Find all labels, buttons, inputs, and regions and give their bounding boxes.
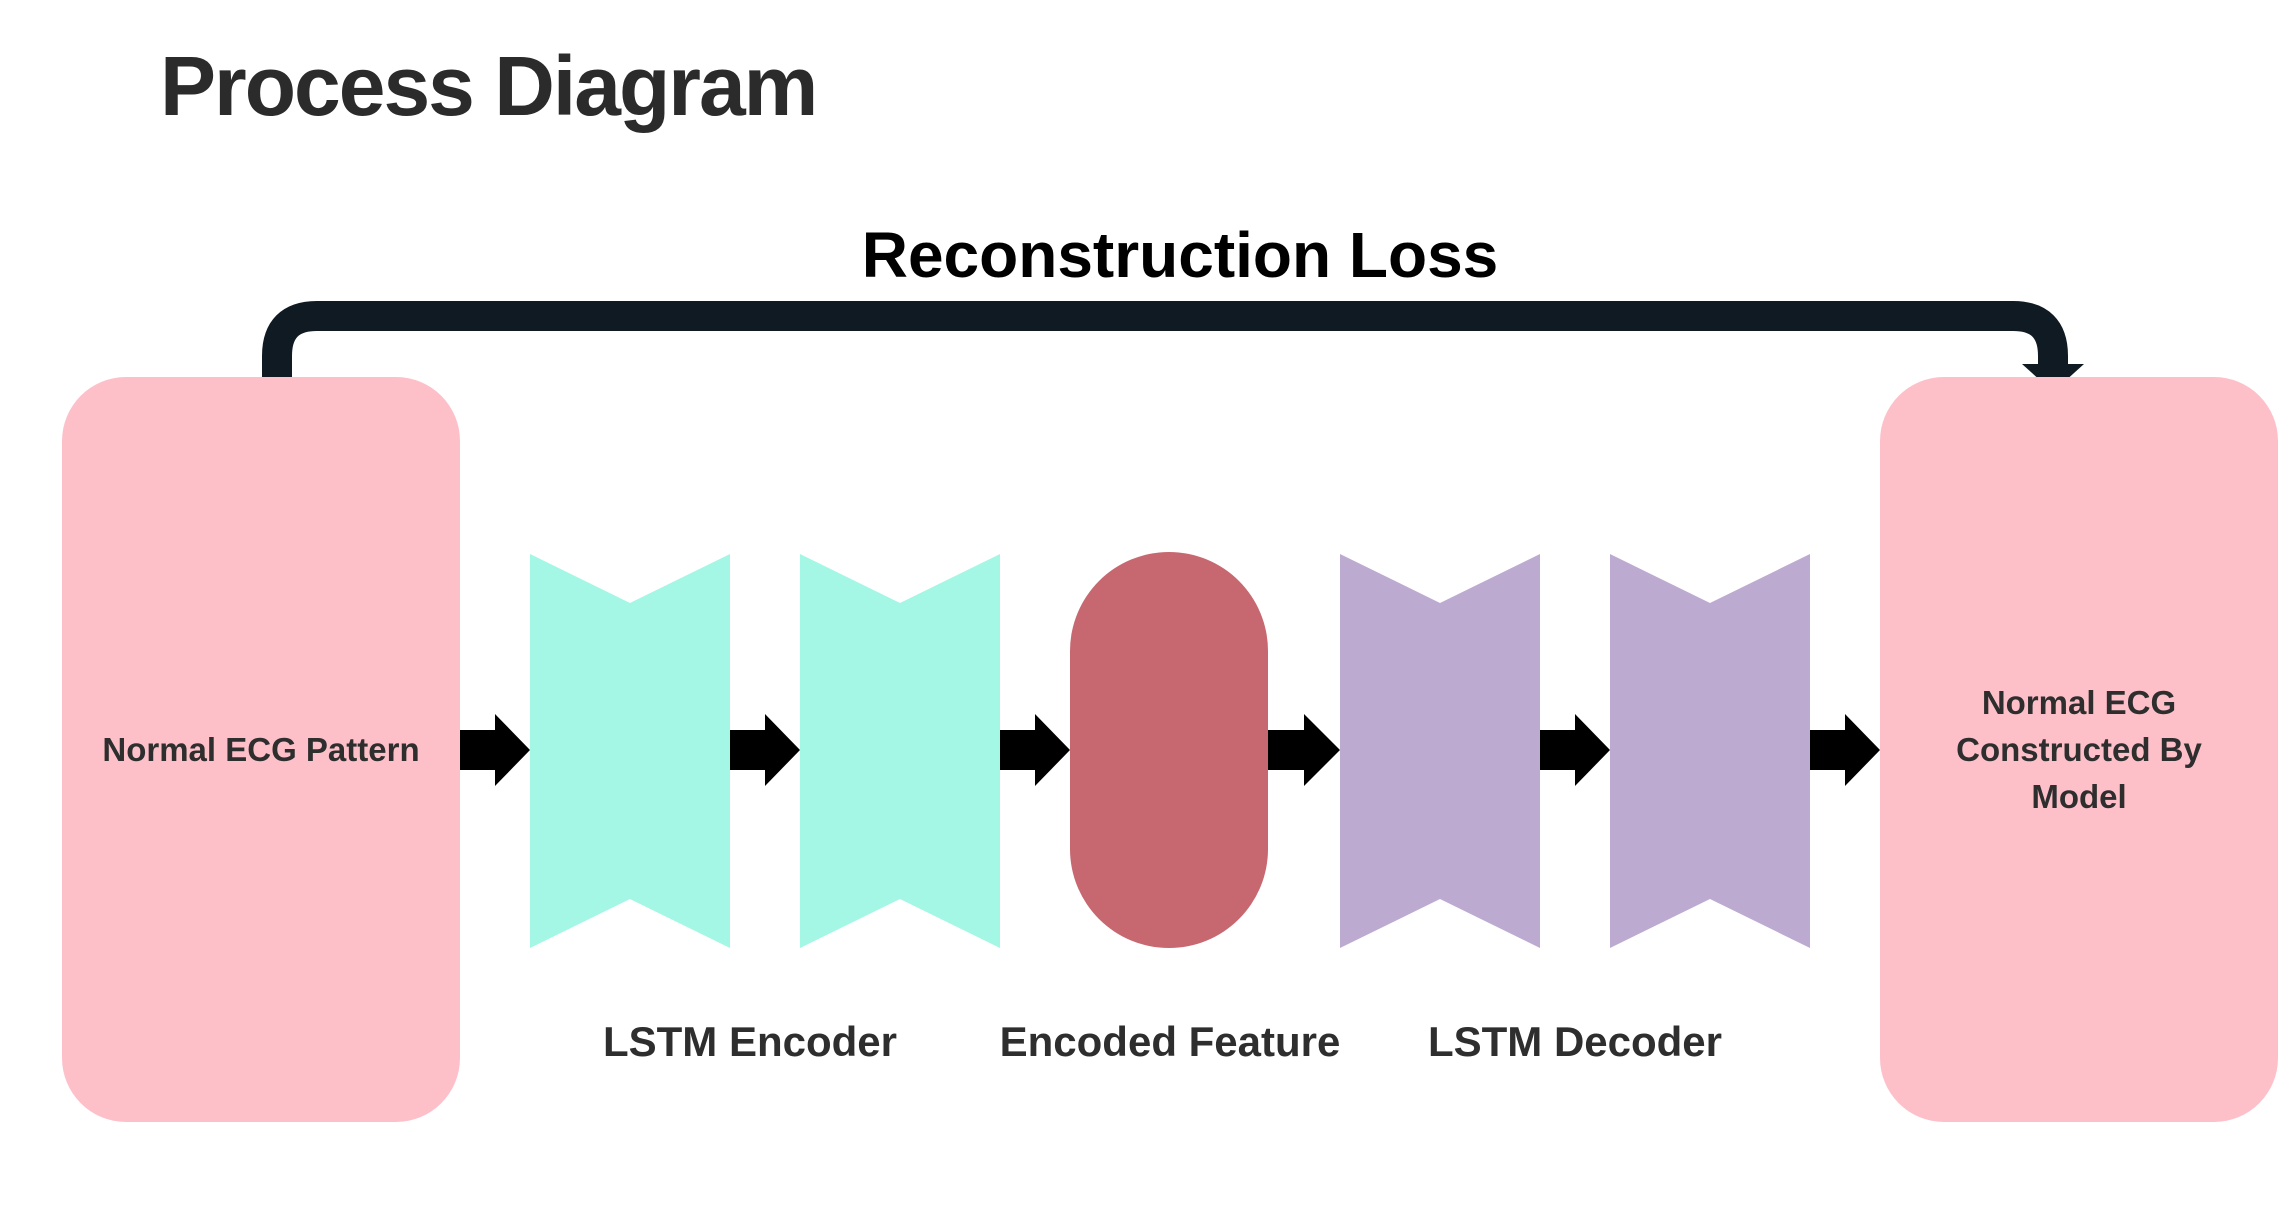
encoder-caption: LSTM Encoder <box>602 1018 898 1065</box>
encoded-feature-block <box>1070 552 1268 948</box>
reconstruction-loss-arrow <box>277 316 2053 418</box>
output-node <box>1880 377 2278 1122</box>
flow-arrow-1 <box>460 714 530 786</box>
flow-arrow-2 <box>730 714 800 786</box>
flow-arrow-6 <box>1810 714 1880 786</box>
page-title: Process Diagram <box>160 39 817 133</box>
flow-arrow-4 <box>1268 714 1340 786</box>
lstm-encoder-block-2 <box>800 554 1000 948</box>
feature-caption: Encoded Feature <box>999 1018 1341 1065</box>
input-node-label: Normal ECG Pattern <box>102 731 420 768</box>
output-node-label: Normal ECG Constructed By Model <box>1956 684 2202 815</box>
flow-arrow-5 <box>1540 714 1610 786</box>
lstm-decoder-block-2 <box>1610 554 1810 948</box>
lstm-decoder-block-1 <box>1340 554 1540 948</box>
decoder-caption: LSTM Decoder <box>1427 1018 1723 1065</box>
flow-arrow-3 <box>1000 714 1070 786</box>
lstm-encoder-block-1 <box>530 554 730 948</box>
reconstruction-loss-label: Reconstruction Loss <box>861 219 1499 291</box>
input-node <box>62 377 460 1122</box>
